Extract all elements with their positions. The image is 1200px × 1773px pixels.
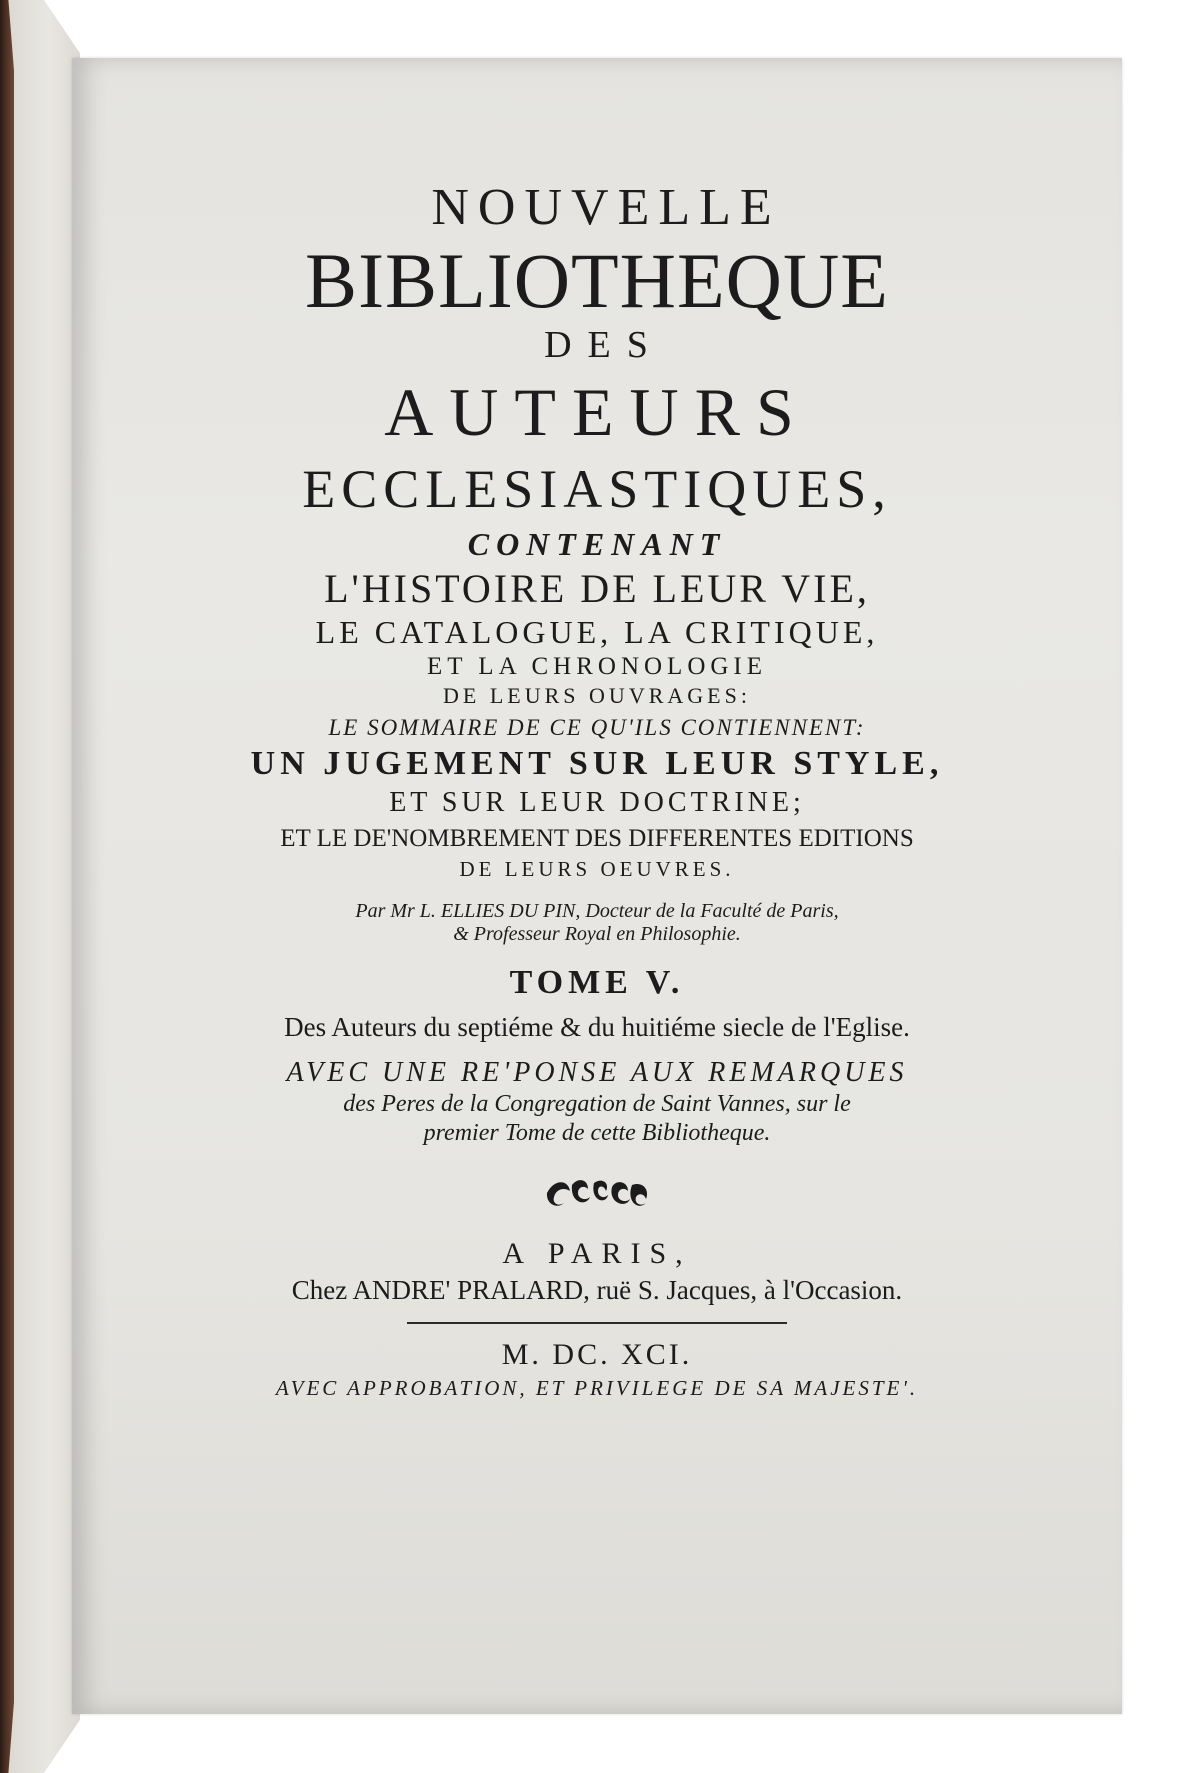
title-line-chronologie: ET LA CHRONOLOGIE — [426, 653, 768, 680]
title-line-auteurs: AUTEURS — [384, 374, 810, 450]
book-cover-edge — [0, 0, 14, 1773]
reply-line-2: des Peres de la Congregation de Saint Vannes, sur le — [343, 1091, 851, 1117]
title-page — [72, 58, 1122, 1714]
title-line-ouvrages: DE LEURS OUVRAGES: — [443, 683, 751, 708]
title-line-contenant: CONTENANT — [467, 526, 727, 562]
reply-line-1: AVEC UNE RE'PONSE AUX REMARQUES — [286, 1057, 908, 1088]
title-line-des: DES — [544, 324, 664, 366]
privilege-line: AVEC APPROBATION, ET PRIVILEGE DE SA MAJESTE'. — [275, 1376, 919, 1400]
publisher-line: Chez ANDRE' PRALARD, ruë S. Jacques, à l'Occasion. — [291, 1275, 903, 1305]
title-line-nouvelle: NOUVELLE — [431, 179, 781, 236]
reply-line-3: premier Tome de cette Bibliotheque. — [423, 1120, 771, 1146]
title-line-sommaire: LE SOMMAIRE DE CE QU'ILS CONTIENNENT: — [328, 715, 866, 740]
place-line: A PARIS, — [502, 1237, 692, 1270]
divider-rule — [407, 1322, 787, 1324]
title-line-jugement: UN JUGEMENT SUR LEUR STYLE, — [250, 745, 944, 782]
title-line-oeuvres: DE LEURS OEUVRES. — [459, 857, 735, 881]
tome-label: TOME V. — [509, 964, 685, 1001]
title-line-catalogue: LE CATALOGUE, LA CRITIQUE, — [315, 614, 879, 650]
year-line: M. DC. XCI. — [501, 1338, 693, 1371]
author-line: Par Mr L. ELLIES DU PIN, Docteur de la Faculté de Paris, — [355, 900, 839, 922]
title-line-histoire: L'HISTOIRE DE LEUR VIE, — [324, 566, 870, 611]
title-line-denombrement: ET LE DE'NOMBREMENT DES DIFFERENTES EDITIONS — [280, 825, 914, 852]
title-page-text — [72, 178, 1122, 1401]
title-line-ecclesiastiques: ECCLESIASTIQUES, — [302, 459, 892, 519]
title-line-bibliotheque: BIBLIOTHEQUE — [305, 237, 889, 324]
subject-line: Des Auteurs du septiéme & du huitiéme siecle de l'Eglise. — [284, 1012, 910, 1042]
author-title-line: & Professeur Royal en Philosophie. — [453, 923, 741, 945]
floral-ornament-icon — [542, 1173, 652, 1213]
title-line-doctrine: ET SUR LEUR DOCTRINE; — [389, 787, 805, 818]
